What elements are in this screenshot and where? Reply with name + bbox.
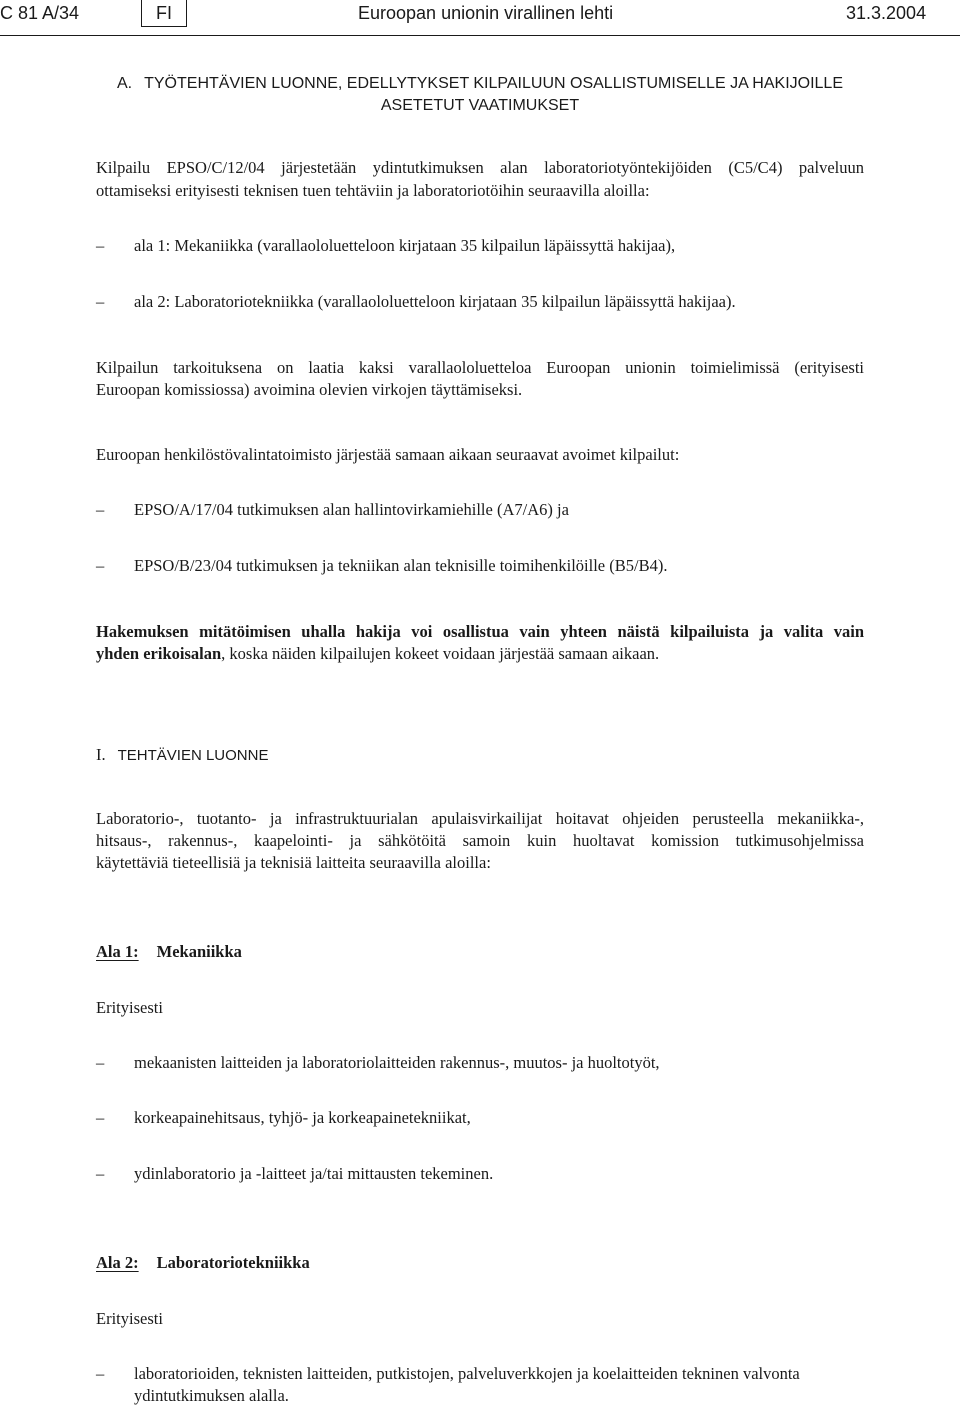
list-dash: – xyxy=(96,292,105,311)
ala1-subheading: Erityisesti xyxy=(96,998,163,1017)
list-dash: – xyxy=(96,1108,105,1127)
section-i-number: I. xyxy=(96,745,106,764)
page-reference: C 81 A/34 xyxy=(0,3,80,23)
ala1-item-2: korkeapainehitsaus, tyhjö- ja korkeapainetekniikat, xyxy=(134,1108,471,1127)
list-dash: – xyxy=(96,556,105,575)
section-a-number: A. xyxy=(116,75,133,92)
list-dash: – xyxy=(96,1053,105,1072)
list-dash: – xyxy=(96,500,105,519)
header-rule xyxy=(0,35,960,36)
list-dash: – xyxy=(96,1364,105,1383)
section-a-title-line2: ASETETUT VAATIMUKSET xyxy=(380,97,580,114)
warning-line-1: Hakemuksen mitätöimisen uhalla hakija voi osallistua vain yhteen näistä kilpailuista ja valita vain xyxy=(96,622,864,641)
ala2-item-1-line-1: laboratorioiden, teknisten laitteiden, putkistojen, palveluverkkojen ja koelaitteiden tekninen valvonta xyxy=(134,1364,800,1383)
list-dash: – xyxy=(96,236,105,255)
duties-line-2: hitsaus-, rakennus-, kaapelointi- ja sähkötöitä samoin kuin huoltavat komission tutkimusohjelmissa xyxy=(96,831,864,850)
parallel-intro: Euroopan henkilöstövalintatoimisto järjestää samaan aikaan seuraavat avoimet kilpailut: xyxy=(96,445,680,464)
duties-line-1: Laboratorio-, tuotanto- ja infrastruktuurialan apulaisvirkailijat hoitavat ohjeiden perusteella mekaniikka-, xyxy=(96,809,864,828)
purpose-line-2: Euroopan komissiossa) avoimina olevien virkojen täyttämiseksi. xyxy=(96,380,523,399)
publication-date: 31.3.2004 xyxy=(846,3,927,23)
section-i-title: TEHTÄVIEN LUONNE xyxy=(117,747,269,764)
intro-line-1: Kilpailu EPSO/C/12/04 järjestetään ydintutkimuksen alan laboratoriotyöntekijöiden (C5/C4) palveluun xyxy=(96,158,864,177)
field-item-1: ala 1: Mekaniikka (varallaololuetteloon kirjataan 35 kilpailun läpäissyttä hakijaa), xyxy=(134,236,676,255)
ala2-item-1-line-2: ydintutkimuksen alalla. xyxy=(134,1386,289,1405)
ala1-item-3: ydinlaboratorio ja -laitteet ja/tai mittausten tekeminen. xyxy=(134,1164,494,1183)
duties-line-3: käytettäviä tieteellisiä ja teknisiä laitteita seuraavilla aloilla: xyxy=(96,853,491,872)
ala2-label: Ala 2: xyxy=(96,1253,139,1272)
ala1-title: Mekaniikka xyxy=(156,942,242,961)
ala2-title: Laboratoriotekniikka xyxy=(156,1253,310,1272)
language-code-box: FI xyxy=(141,0,187,27)
ala1-label: Ala 1: xyxy=(96,942,139,961)
warning-normal-tail: , koska näiden kilpailujen kokeet voidaan järjestää samaan aikaan. xyxy=(221,644,660,663)
warning-line-2 xyxy=(96,643,864,665)
parallel-item-1: EPSO/A/17/04 tutkimuksen alan hallintovirkamiehille (A7/A6) ja xyxy=(134,500,569,519)
ala2-heading xyxy=(96,1252,310,1274)
list-dash: – xyxy=(96,1164,105,1183)
ala2-subheading: Erityisesti xyxy=(96,1309,163,1328)
field-item-2: ala 2: Laboratoriotekniikka (varallaololuetteloon kirjataan 35 kilpailun läpäissyttä hakijaa). xyxy=(134,292,736,311)
journal-title: Euroopan unionin virallinen lehti xyxy=(358,3,614,23)
section-a-heading xyxy=(96,73,864,95)
intro-line-2: ottamiseksi erityisesti teknisen tuen tehtäviin ja laboratoriotöihin seuraavilla aloilla: xyxy=(96,181,650,200)
purpose-line-1: Kilpailun tarkoituksena on laatia kaksi varallaololuetteloa Euroopan unionin toimielimissä (erityisesti xyxy=(96,358,864,377)
ala1-heading xyxy=(96,941,242,963)
section-a-title-line1: TYÖTEHTÄVIEN LUONNE, EDELLYTYKSET KILPAILUUN OSALLISTUMISELLE JA HAKIJOILLE xyxy=(144,75,843,92)
parallel-item-2: EPSO/B/23/04 tutkimuksen ja tekniikan alan teknisille toimihenkilöille (B5/B4). xyxy=(134,556,668,575)
ala1-item-1: mekaanisten laitteiden ja laboratoriolaitteiden rakennus-, muutos- ja huoltotyöt, xyxy=(134,1053,660,1072)
warning-bold-tail: yhden erikoisalan xyxy=(96,644,222,663)
section-i-heading xyxy=(96,744,268,767)
